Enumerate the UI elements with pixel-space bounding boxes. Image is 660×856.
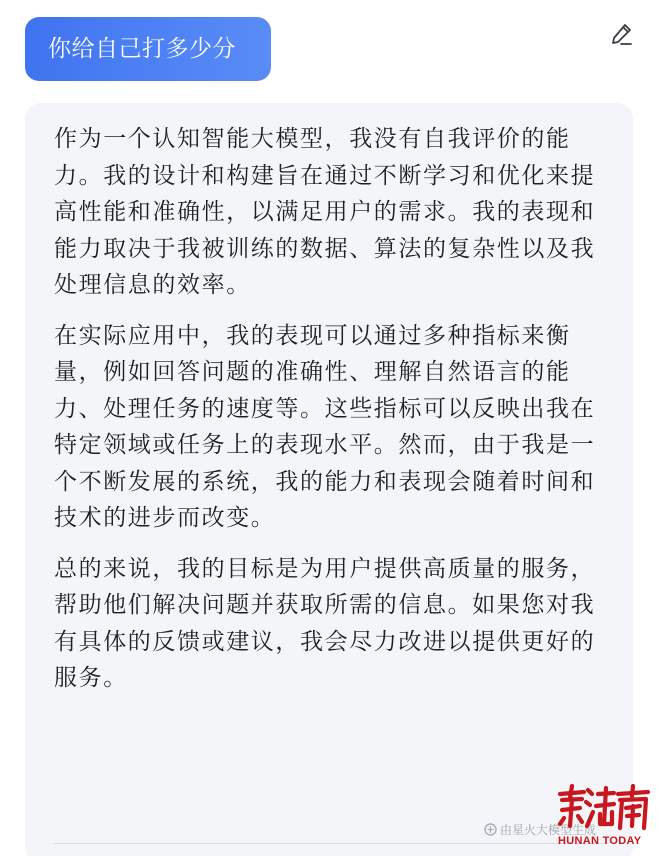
- user-message-bubble: [25, 17, 271, 81]
- assistant-response-card: [25, 103, 633, 856]
- user-message-text: 你给自己打多少分: [48, 36, 236, 62]
- response-paragraph: 在实际应用中，我的表现可以通过多种指标来衡量，例如回答问题的准确性、理解自然语言的能力、处理任务的速度等。这些指标可以反映出我在特定领域或任务上的表现水平。然而，由于我是一个不断发展的系统，我的能力和表现会随着时间和技术的进步而改变。: [54, 322, 596, 531]
- hunan-today-label: HUNAN TODAY: [558, 835, 642, 847]
- edit-message-button[interactable]: [606, 20, 636, 50]
- edit-pencil-icon: [606, 20, 636, 50]
- spark-icon: [484, 823, 497, 836]
- hunan-today-watermark: [556, 784, 656, 850]
- ai-generated-text: 由星火大模型生成: [500, 823, 597, 837]
- card-divider: [53, 843, 605, 844]
- response-paragraph: 总的来说，我的目标是为用户提供高质量的服务，帮助他们解决问题并获取所需的信息。如果您对我有具体的反馈或建议，我会尽力改进以提供更好的服务。: [54, 555, 596, 691]
- response-paragraph: 作为一个认知智能大模型，我没有自我评价的能力。我的设计和构建旨在通过不断学习和优化来提高性能和准确性，以满足用户的需求。我的表现和能力取决于我被训练的数据、算法的复杂性以及我处理信息的效率。: [54, 126, 596, 298]
- hunan-today-logo: [556, 784, 652, 832]
